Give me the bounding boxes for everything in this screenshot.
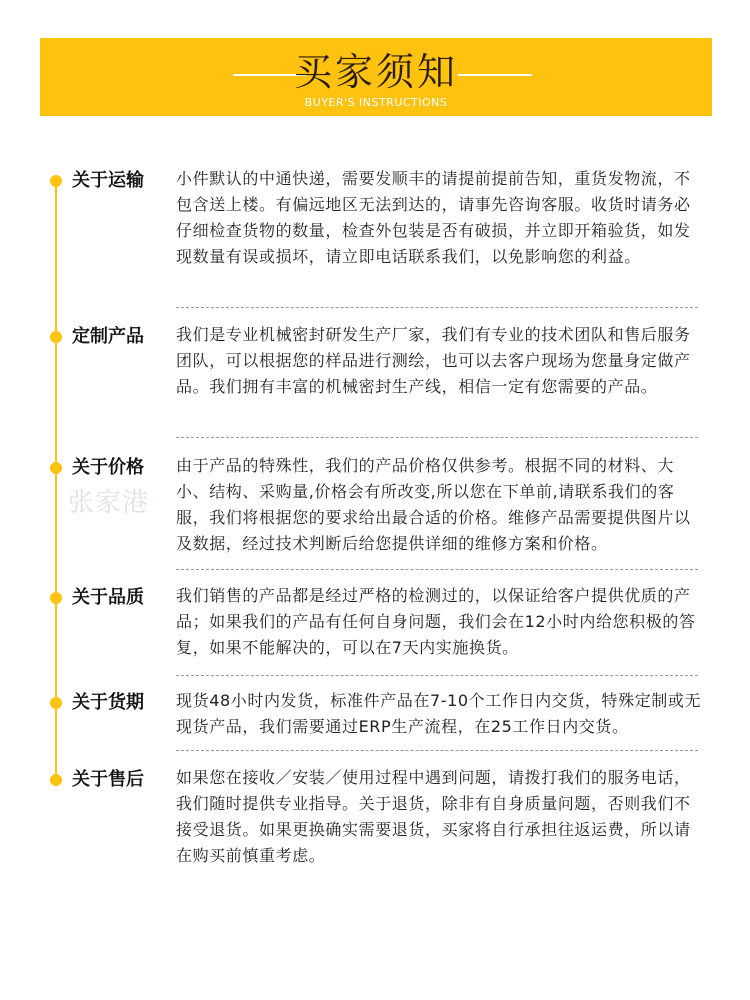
section-heading: 关于品质 <box>72 587 144 608</box>
timeline-line <box>55 180 57 780</box>
title-decor-line-right <box>458 74 532 76</box>
section-heading: 关于运输 <box>72 170 144 191</box>
section-heading: 关于价格 <box>72 457 144 478</box>
section-body: 如果您在接收／安装／使用过程中遇到问题，请拨打我们的服务电话，我们随时提供专业指导。关于退货，除非有自身质量问题，否则我们不接受退货。如果更换确实需要退货，买家将自行承担往返运费，所以请在购买前慎重考虑。 <box>176 768 691 865</box>
section-divider <box>176 307 698 308</box>
section-body: 现货48小时内发货，标准件产品在7-10个工作日内交货，特殊定制或无现货产品，我们需要通过ERP生产流程，在25工作日内交货。 <box>176 691 702 736</box>
timeline-dot-icon <box>50 592 62 604</box>
timeline-dot-icon <box>50 774 62 786</box>
timeline-dot-icon <box>50 462 62 474</box>
section-heading: 关于货期 <box>72 692 144 713</box>
section-heading: 定制产品 <box>72 326 144 347</box>
section-divider <box>176 437 698 438</box>
timeline-dot-icon <box>50 175 62 187</box>
page-subtitle: BUYER'S INSTRUCTIONS <box>304 96 448 109</box>
page-title: 买家须知 <box>293 50 458 94</box>
section-divider <box>176 569 698 570</box>
watermark-text: 张家港 <box>68 488 150 518</box>
section-divider <box>176 675 698 676</box>
header-banner <box>40 38 712 116</box>
section-divider <box>176 750 698 751</box>
section-body: 小件默认的中通快递，需要发顺丰的请提前提前告知，重货发物流，不包含送上楼。有偏远地区无法到达的，请事先咨询客服。收货时请务必仔细检查货物的数量，检查外包装是否有破损，并立即开箱验货，如发现数量有误或损坏，请立即电话联系我们，以免影响您的利益。 <box>176 169 691 266</box>
timeline-dot-icon <box>50 331 62 343</box>
section-body: 我们销售的产品都是经过严格的检测过的，以保证给客户提供优质的产品；如果我们的产品有任何自身问题，我们会在12小时内给您积极的答复，如果不能解决的，可以在7天内实施换货。 <box>176 586 696 657</box>
section-body: 由于产品的特殊性，我们的产品价格仅供参考。根据不同的材料、大小、结构、采购量,价格会有所改变,所以您在下单前,请联系我们的客服，我们将根据您的要求给出最合适的价格。维修产品需要提供图片以及数据，经过技术判断后给您提供详细的维修方案和价格。 <box>176 456 691 553</box>
section-heading: 关于售后 <box>72 769 144 790</box>
section-body: 我们是专业机械密封研发生产厂家，我们有专业的技术团队和售后服务团队，可以根据您的样品进行测绘，也可以去客户现场为您量身定做产品。我们拥有丰富的机械密封生产线，相信一定有您需要的产品。 <box>176 325 691 396</box>
timeline-dot-icon <box>50 697 62 709</box>
